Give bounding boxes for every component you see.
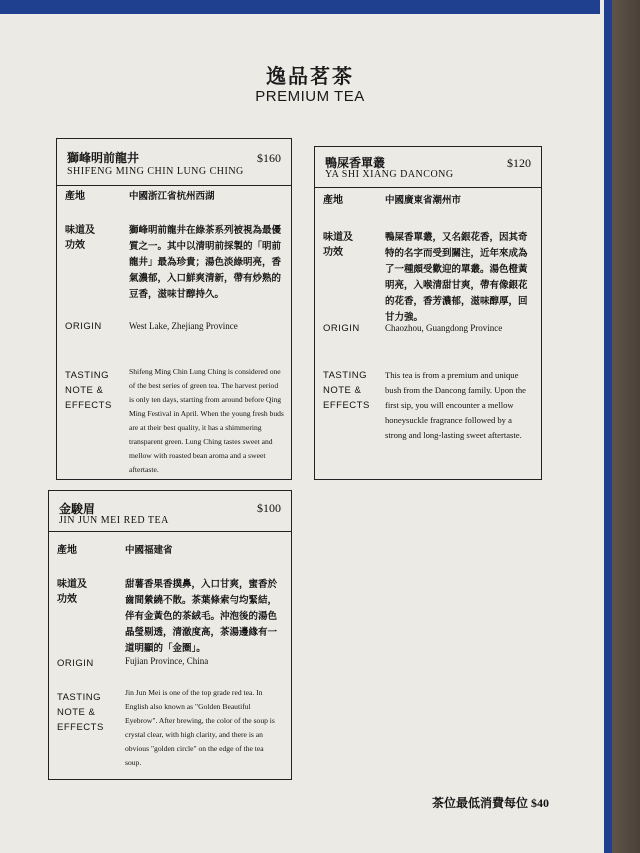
label-tasting-2: NOTE & [57, 707, 96, 718]
page-top-border [0, 0, 600, 14]
origin-zh: 中國廣東省潮州市 [385, 196, 462, 206]
tea-name-en: SHIFENG MING CHIN LUNG CHING [67, 166, 244, 177]
tea-card-shifeng [56, 138, 292, 480]
label-tasting-1: TASTING [323, 370, 367, 381]
label-origin-en: ORIGIN [323, 323, 360, 334]
tea-price: $100 [257, 501, 281, 515]
label-origin-en: ORIGIN [57, 658, 94, 669]
tea-price: $120 [507, 156, 531, 170]
tea-name-zh: 金駿眉 [59, 502, 96, 516]
label-taste-zh-2: 功效 [323, 247, 343, 258]
tea-price: $160 [257, 151, 281, 165]
label-tasting-2: NOTE & [65, 385, 104, 396]
taste-zh: 甜薯香果香撲鼻，入口甘爽，蜜香於齒間縈繞不散。茶葉條索勻均緊結，伴有金黃色的茶絨毛。沖泡後的湯色晶瑩剔透，清澈度高，茶湯邊緣有一道明顯的「金圈」。 [125, 580, 278, 654]
taste-zh: 獅峰明前龍井在綠茶系列被視為最優質之一。其中以清明前採製的「明前龍井」最為珍貴；湯色淡綠明亮，香氣濃郁，入口鮮爽清新，帶有炒熟的豆香，滋味甘醇持久。 [129, 226, 282, 300]
tea-name-zh: 獅峰明前龍井 [67, 151, 140, 165]
tea-name-en: JIN JUN MEI RED TEA [59, 515, 169, 526]
origin-en: Fujian Province, China [125, 656, 209, 666]
label-taste-zh-1: 味道及 [65, 225, 95, 236]
label-tasting-1: TASTING [65, 370, 109, 381]
label-taste-zh-2: 功效 [65, 240, 85, 251]
label-origin-zh: 產地 [57, 545, 77, 556]
tasting-en: Shifeng Ming Chin Lung Ching is considered one of the best series of green tea. The harvest period is only ten days, starting from around before Qing Ming Festival in April. When the young fresh buds are at their best quality, it has a shimmering transparent green. Lung Ching tastes sweet and mellow with roasted bean aroma and a sweet aftertaste. [129, 367, 284, 474]
minimum-charge-note: 茶位最低消費每位 $40 [431, 796, 549, 810]
label-taste-zh-2: 功效 [57, 594, 77, 605]
tea-card-jinjunmei [48, 490, 292, 780]
page-title-en: PREMIUM TEA [255, 88, 365, 105]
origin-zh: 中國浙江省杭州西湖 [129, 192, 215, 202]
label-origin-zh: 產地 [323, 195, 343, 206]
tea-name-en: YA SHI XIANG DANCONG [325, 169, 454, 180]
tea-name-zh: 鴨屎香單叢 [325, 156, 386, 170]
label-tasting-3: EFFECTS [65, 400, 112, 411]
label-taste-zh-1: 味道及 [323, 232, 353, 243]
tasting-en: Jin Jun Mei is one of the top grade red tea. In English also known as "Golden Beautiful Eyebrow". After brewing, the color of the soup is crystal clear, with high clarity, and there is an obvious "golden circle" on the edge of the tea soup. [125, 688, 275, 767]
label-taste-zh-1: 味道及 [57, 579, 87, 590]
card-header [57, 139, 291, 186]
card-header [315, 147, 541, 188]
label-tasting-1: TASTING [57, 692, 101, 703]
label-tasting-3: EFFECTS [57, 722, 104, 733]
origin-zh: 中國福建省 [125, 546, 173, 556]
taste-zh: 鴨屎香單叢，又名銀花香，因其奇特的名字而受到關注，近年來成為了一種頗受歡迎的單叢。湯色橙黃明亮，入喉清甜甘爽，帶有像銀花的花香，香芳濃郁，滋味醇厚，回甘力強。 [385, 233, 528, 323]
tasting-en: This tea is from a premium and unique bush from the Dancong family. Upon the first sip, you will encounter a mellow honeysuckle fragrance followed by a strong and long-lasting sweet aftertaste. [385, 370, 526, 440]
page-title-zh: 逸品茗茶 [266, 66, 354, 88]
origin-en: West Lake, Zhejiang Province [129, 321, 238, 331]
label-origin-zh: 產地 [65, 191, 85, 202]
label-origin-en: ORIGIN [65, 321, 102, 332]
origin-en: Chaozhou, Guangdong Province [385, 323, 503, 333]
card-header [49, 491, 291, 532]
label-tasting-3: EFFECTS [323, 400, 370, 411]
label-tasting-2: NOTE & [323, 385, 362, 396]
tea-card-yashixiang [314, 146, 542, 480]
